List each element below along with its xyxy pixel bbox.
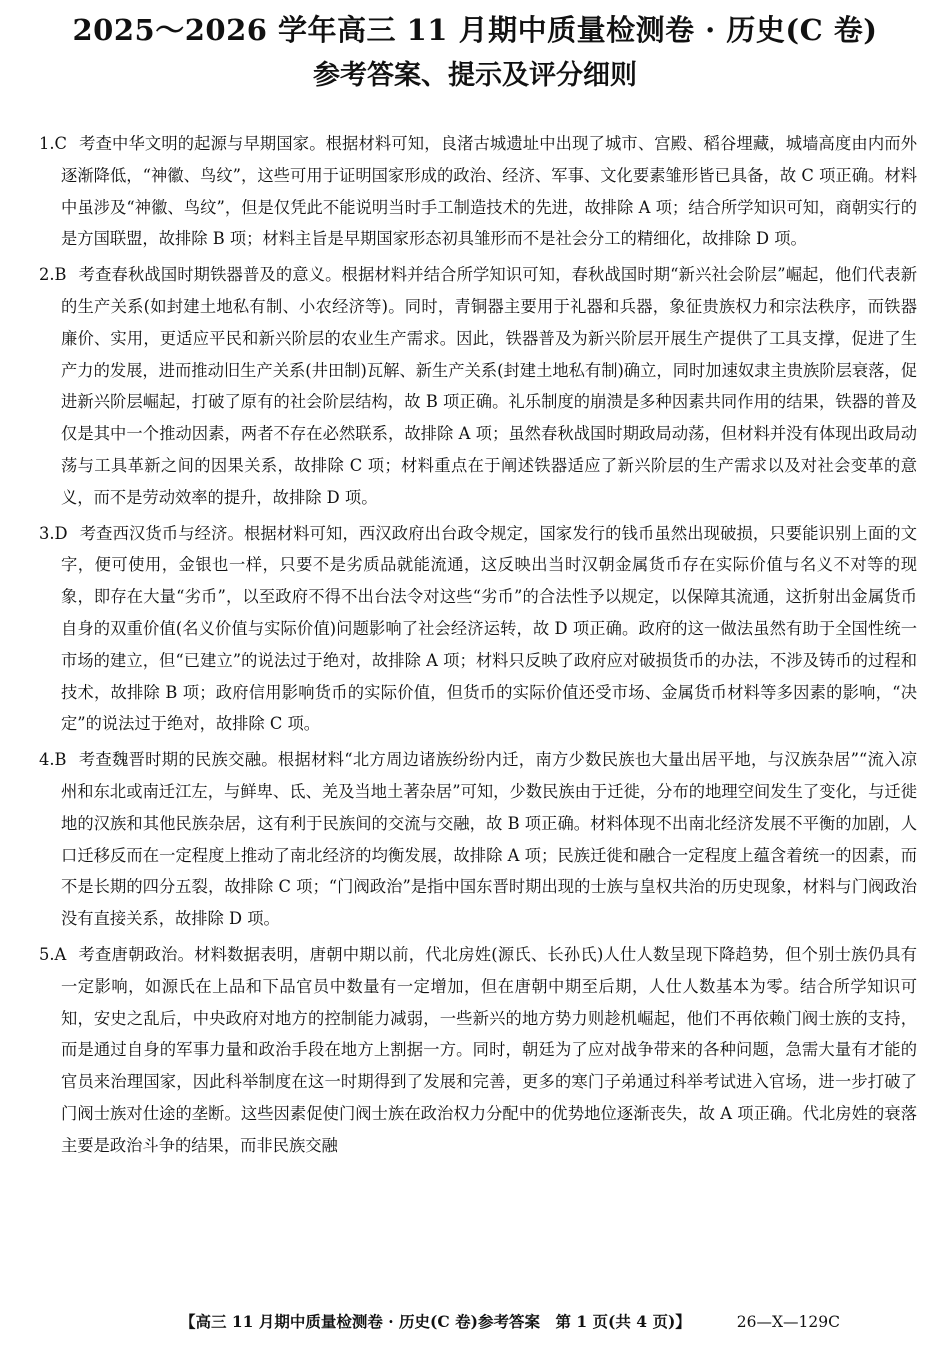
answer-item-4 [39, 744, 917, 935]
answer-explanation: 考查中华文明的起源与早期国家。根据材料可知，良渚古城遗址中出现了城市、宫殿、稻谷埋藏，城墙高度由内而外逐渐降低，“神徽、鸟纹”，这些可用于证明国家形成的政治、经济、军事、文化要素雏形皆已具备，故 C 项正确。材料中虽涉及“神徽、鸟纹”，但是仅凭此不能说明当时手工制造技术的先进，故排除 A 项；结合所学知识可知，商朝实行的是方国联盟，故排除 B 项；材料主旨是早期国家形态初具雏形而不是社会分工的精细化，故排除 D 项。 [61, 134, 917, 249]
question-number: 2. [39, 265, 55, 285]
question-number: 3. [39, 523, 55, 543]
question-number: 4. [39, 750, 55, 770]
answer-explanation: 考查唐朝政治。材料数据表明，唐朝中期以前，代北房姓(源氏、长孙氏)人仕人数呈现下降趋势，但个别士族仍具有一定影响，如源氏在上品和下品官员中数量有一定增加，但在唐朝中期至后期，人仕人数基本为零。结合所学知识可知，安史之乱后，中央政府对地方的控制能力减弱，一些新兴的地方势力则趁机崛起，他们不再依赖门阀士族的支持，而是通过自身的军事力量和政治手段在地方上割据一方。同时，朝廷为了应对战争带来的各种问题，急需大量有才能的官员来治理国家，因此科举制度在这一时期得到了发展和完善，更多的寒门子弟通过科举考试进入官场，进一步打破了门阀士族对仕途的垄断。这些因素促使门阀士族在政治权力分配中的优势地位逐渐丧失，故 A 项正确。代北房姓的衰落主要是政治斗争的结果，而非民族交融 [61, 944, 917, 1155]
footer-text: 【高三 11 月期中质量检测卷 · 历史(C 卷)参考答案 第 1 页(共 4 页)】 [180, 1312, 691, 1331]
answer-letter: C [54, 134, 68, 153]
answer-item-2 [39, 259, 917, 513]
answer-item-1 [39, 128, 917, 255]
question-number: 5. [39, 944, 55, 964]
answer-letter: B [54, 750, 67, 770]
answer-letter: B [54, 265, 67, 285]
question-number: 1. [39, 134, 55, 153]
answer-explanation: 考查魏晋时期的民族交融。根据材料“北方周边诸族纷纷内迁，南方少数民族也大量出居平地，与汉族杂居”“流入凉州和东北或南迁江左，与鲜卑、氐、羌及当地土著杂居”可知，少数民族由于迁徙，分布的地理空间发生了变化，与迁徙地的汉族和其他民族杂居，这有利于民族间的交流与交融，故 B 项正确。材料体现不出南北经济发展不平衡的加剧，人口迁移反而在一定程度上推动了南北经济的均衡发展，故排除 A 项；民族迁徙和融合一定程度上蕴含着统一的因素，而不是长期的四分五裂，故排除 C 项；“门阀政治”是指中国东晋时期出现的士族与皇权共治的历史现象，材料与门阀政治没有直接关系，故排除 D 项。 [61, 750, 917, 929]
answer-item-3 [39, 518, 917, 741]
answer-letter: A [54, 944, 67, 964]
answer-letter: D [54, 523, 68, 543]
answer-list [39, 128, 917, 1166]
page-footer [180, 1309, 920, 1335]
answer-item-5 [39, 939, 917, 1162]
answer-explanation: 考查春秋战国时期铁器普及的意义。根据材料并结合所学知识可知，春秋战国时期“新兴社会阶层”崛起，他们代表新的生产关系(如封建土地私有制、小农经济等)。同时，青铜器主要用于礼器和兵器，象征贵族权力和宗法秩序，而铁器廉价、实用，更适应平民和新兴阶层的农业生产需求。因此，铁器普及为新兴阶层开展生产提供了工具支撑，促进了生产力的发展，进而推动旧生产关系(井田制)瓦解、新生产关系(封建土地私有制)确立，同时加速奴隶主贵族阶层衰落，促进新兴阶层崛起，打破了原有的社会阶层结构，故 B 项正确。礼乐制度的崩溃是多种因素共同作用的结果，铁器的普及仅是其中一个推动因素，两者不存在必然联系，故排除 A 项；虽然春秋战国时期政局动荡，但材料并没有体现出政局动荡与工具革新之间的因果关系，故排除 C 项；材料重点在于阐述铁器适应了新兴阶层的生产需求以及对社会变革的意义，而不是劳动效率的提升，故排除 D 项。 [61, 265, 917, 507]
page-title: 2025～2026 学年高三 11 月期中质量检测卷 · 历史(C 卷) [72, 13, 878, 47]
answer-explanation: 考查西汉货币与经济。根据材料可知，西汉政府出台政令规定，国家发行的钱币虽然出现破损，只要能识别上面的文字，便可使用，金银也一样，只要不是劣质品就能流通，这反映出当时汉朝金属货币存在实际价值与名义不对等的现象，即存在大量“劣币”，以至政府不得不出台法令对这些“劣币”的合法性予以规定，以保障其流通，这折射出金属货币自身的双重价值(名义价值与实际价值)问题影响了社会经济运转，故 D 项正确。政府的这一做法虽然有助于全国性统一市场的建立，但“已建立”的说法过于绝对，故排除 A 项；材料只反映了政府应对破损货币的办法，不涉及铸币的过程和技术，故排除 B 项；政府信用影响货币的实际价值，但货币的实际价值还受市场、金属货币材料等多因素的影响，“决定”的说法过于绝对，故排除 C 项。 [61, 523, 917, 734]
page-subtitle: 参考答案、提示及评分细则 [313, 60, 637, 91]
document-code: 26—X—129C [736, 1313, 840, 1331]
